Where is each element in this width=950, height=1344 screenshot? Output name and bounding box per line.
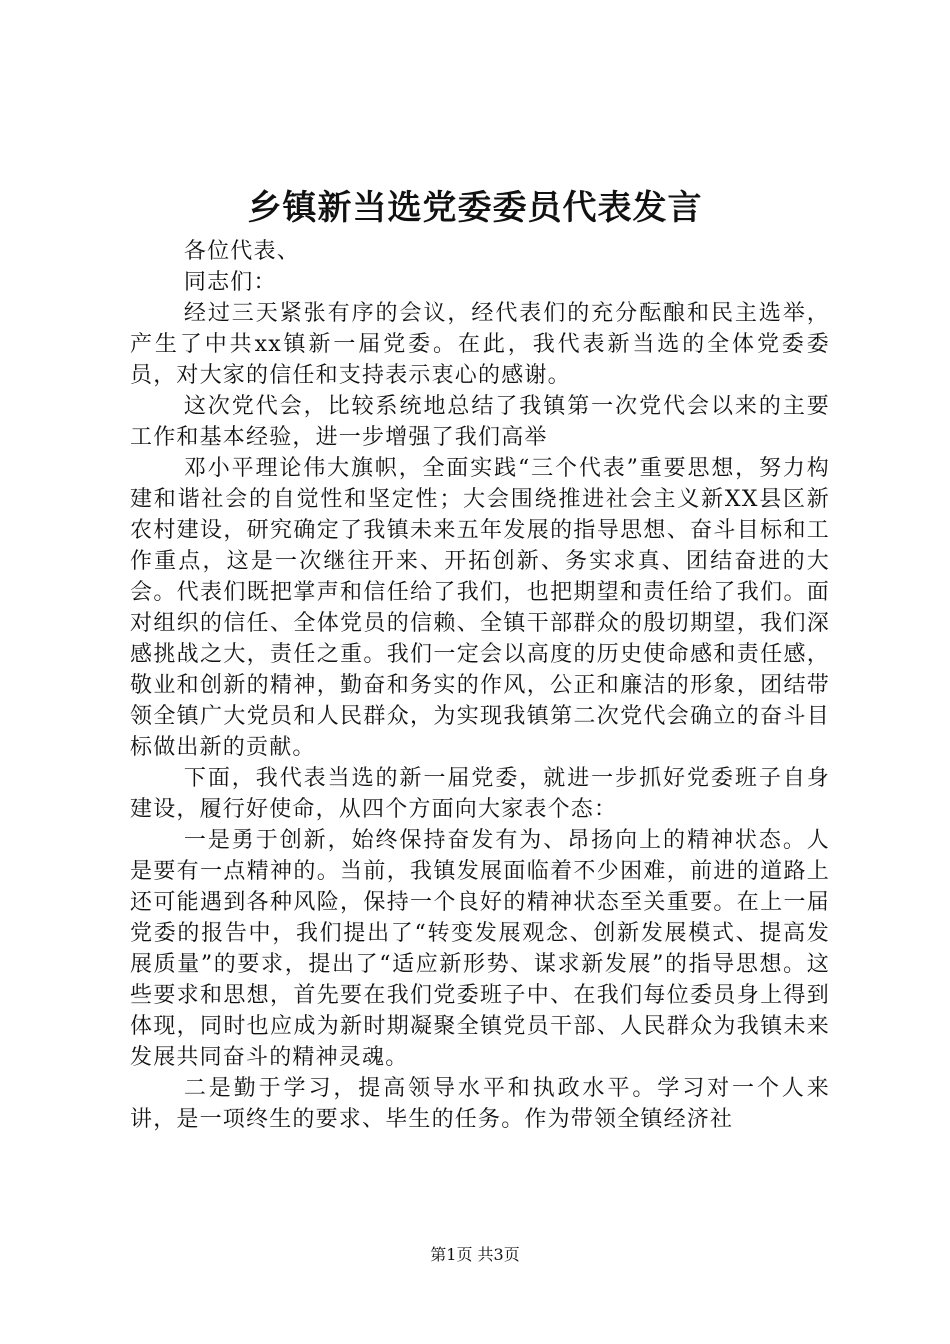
salutation-representatives: 各位代表、 (183, 239, 300, 264)
paragraph-commitment-innovation: 一是勇于创新，始终保持奋发有为、昂扬向上的精神状态。人是要有一点精神的。当前，我镇发展面临着不少困难，前进的道路上还可能遇到各种风险，保持一个良好的精神状态至关重要。在上一届党委的报告中，我们提出了“转变发展观念、创新发展模式、提高发展质量”的要求，提出了“适应新形势、谋求新发展”的指导思想。这些要求和思想，首先要在我们党委班子中、在我们每位委员身上得到体现，同时也应成为新时期凝聚全镇党员干部、人民群众为我镇未来发展共同奋斗的精神灵魂。 (130, 828, 830, 1070)
paragraph-election-thanks: 经过三天紧张有序的会议，经代表们的充分酝酿和民主选举，产生了中共xx镇新一届党委。在此，我代表新当选的全体党委委员，对大家的信任和支持表示衷心的感谢。 (130, 301, 830, 388)
paragraph-theory-banner: 邓小平理论伟大旗帜，全面实践“三个代表”重要思想，努力构建和谐社会的自觉性和坚定性；大会围绕推进社会主义新XX县区新农村建设，研究确定了我镇未来五年发展的指导思想、奋斗目标和工作重点，这是一次继往开来、开拓创新、务实求真、团结奋进的大会。代表们既把掌声和信任给了我们，也把期望和责任给了我们。面对组织的信任、全体党员的信赖、全镇干部群众的殷切期望，我们深感挑战之大，责任之重。我们一定会以高度的历史使命感和责任感，敬业和创新的精神，勤奋和务实的作风，公正和廉洁的形象，团结带领全镇广大党员和人民群众，为实现我镇第二次党代会确立的奋斗目标做出新的贡献。 (130, 456, 830, 760)
document-body (130, 236, 830, 1135)
paragraph-four-commitments-intro: 下面，我代表当选的新一届党委，就进一步抓好党委班子自身建设，履行好使命，从四个方面向大家表个态： (130, 766, 830, 822)
document-title: 乡镇新当选党委委员代表发言 (247, 188, 703, 228)
salutation-comrades: 同志们： (183, 270, 277, 295)
paragraph-commitment-learning: 二是勤于学习，提高领导水平和执政水平。学习对一个人来讲，是一项终生的要求、毕生的任务。作为带领全镇经济社 (130, 1076, 830, 1132)
page-number-footer: 第1页 共3页 (430, 1245, 520, 1264)
paragraph-congress-summary: 这次党代会，比较系统地总结了我镇第一次党代会以来的主要工作和基本经验，进一步增强了我们高举 (130, 394, 830, 450)
